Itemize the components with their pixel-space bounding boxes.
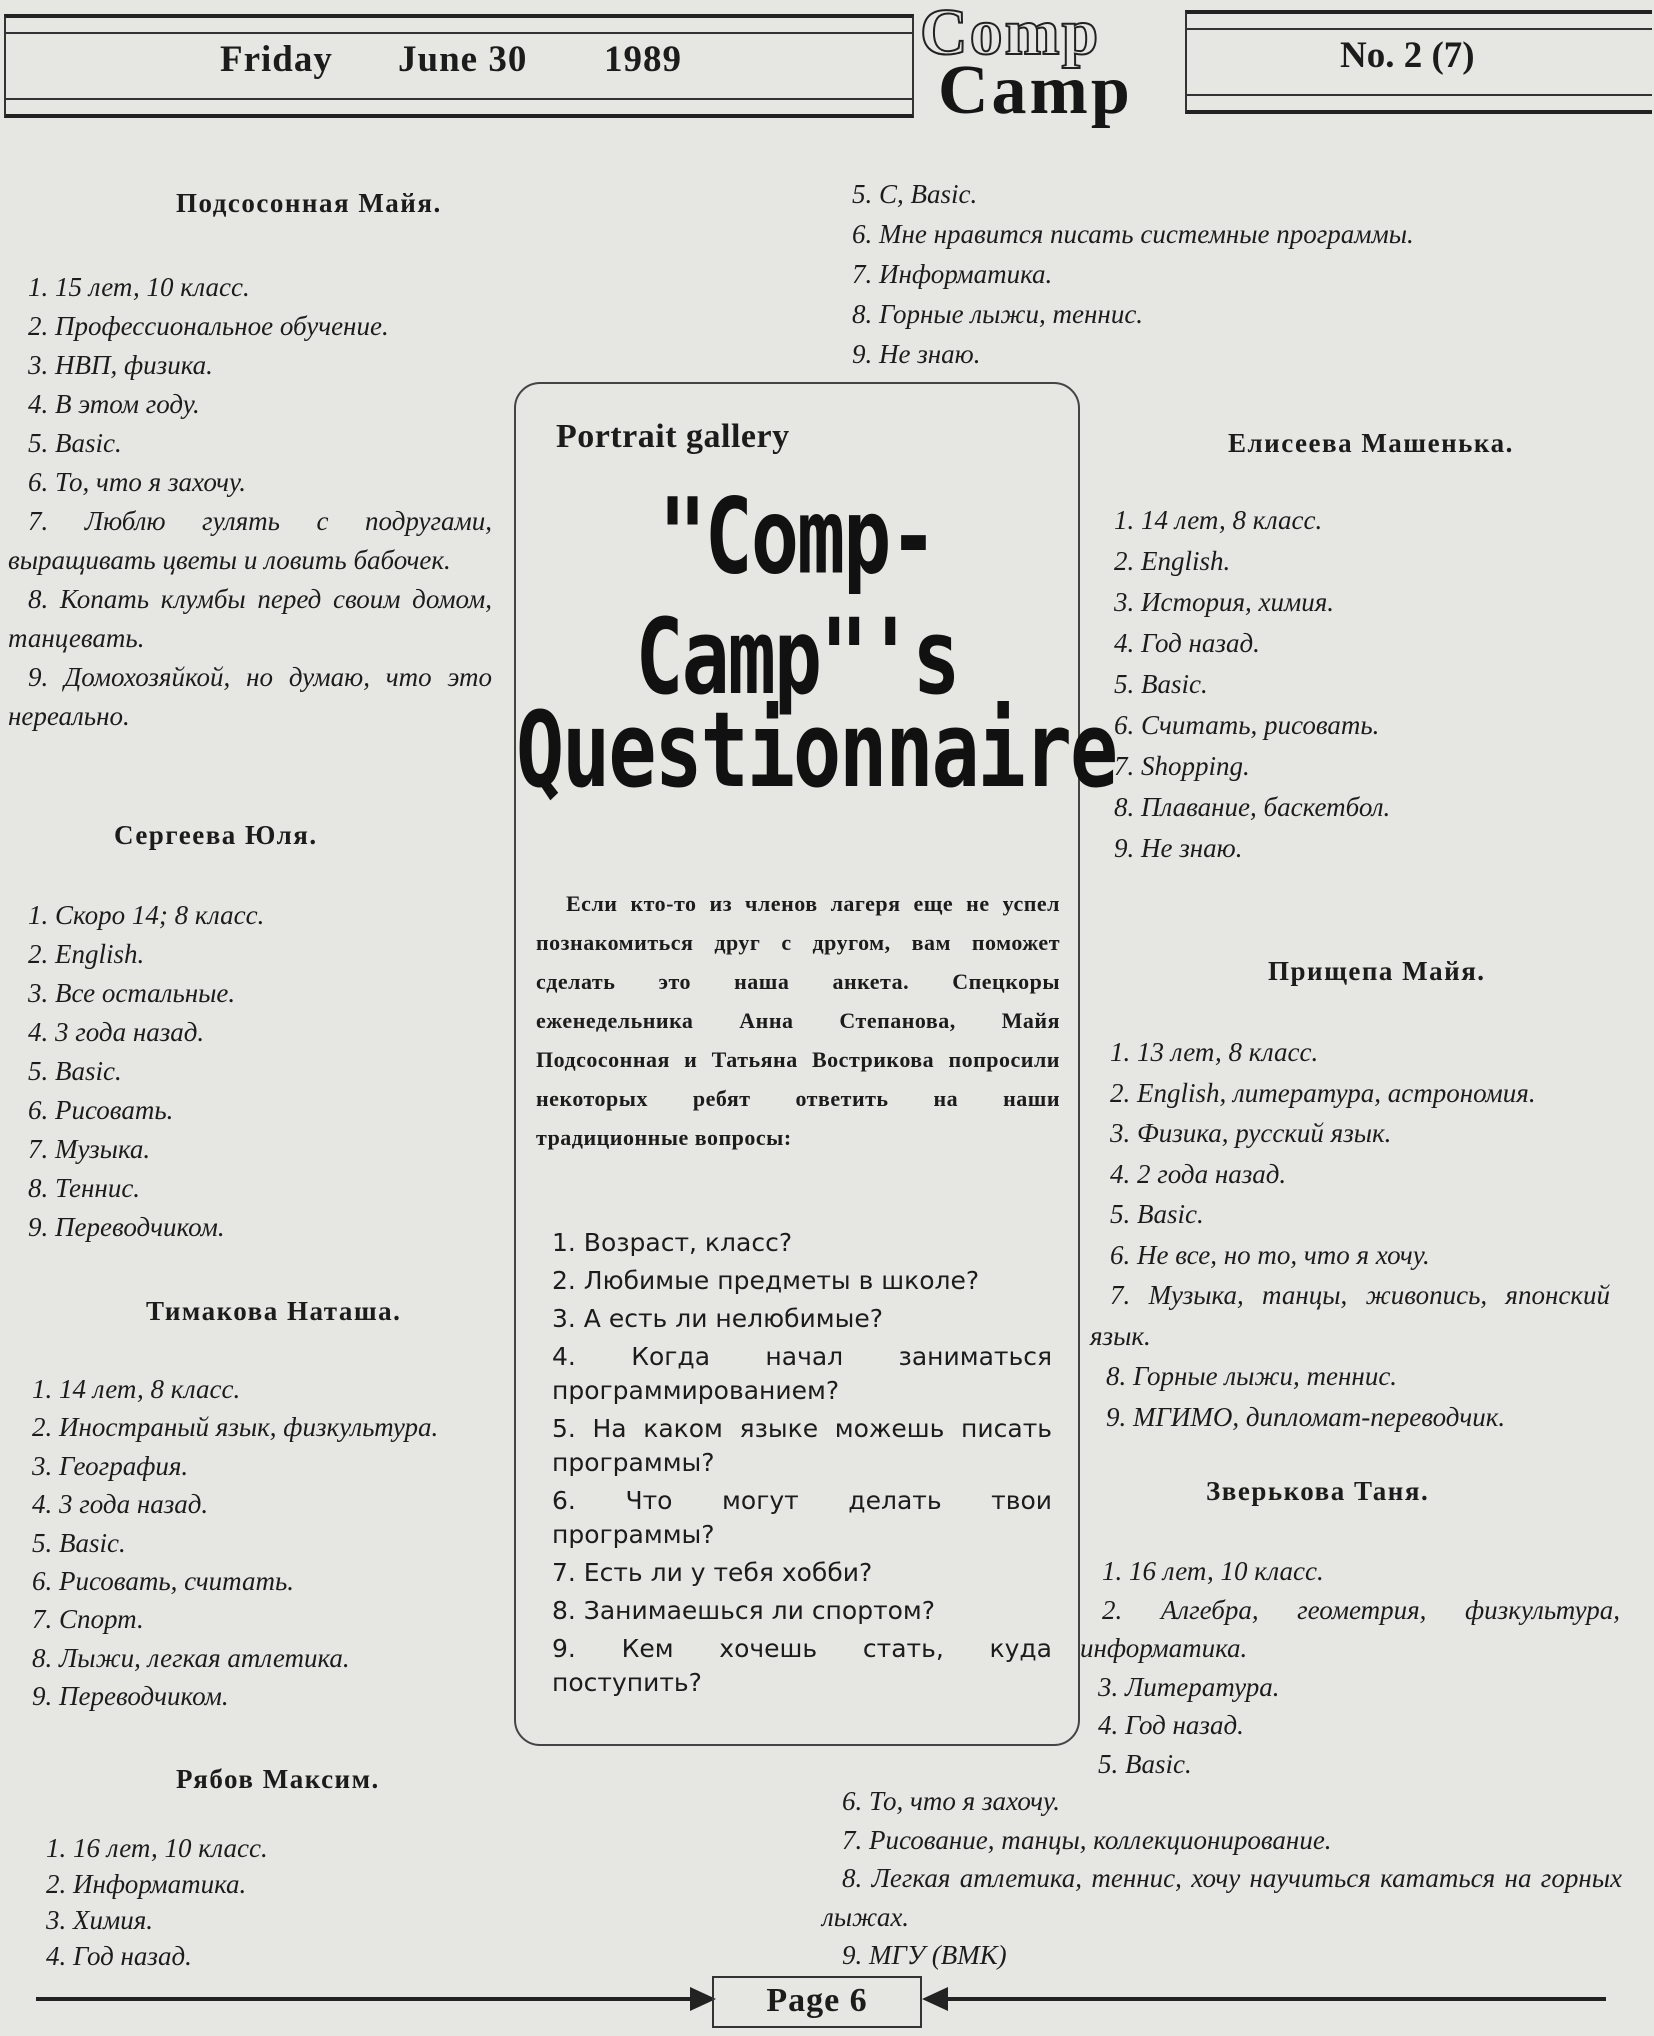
masthead-day: Friday xyxy=(220,39,333,80)
answer-item: 4. 3 года назад. xyxy=(32,1489,209,1520)
answer-item: 6. То, что я захочу. xyxy=(842,1786,1061,1816)
answer-item: 9. Не знаю. xyxy=(852,339,981,369)
answer-item: 8. Лыжи, легкая атлетика. xyxy=(32,1642,350,1673)
answer-item: 5. C, Basic. xyxy=(852,179,978,209)
answer-item: 5. Basic. xyxy=(1114,669,1208,699)
answer-item: 3. Физика, русский язык. xyxy=(1110,1118,1392,1148)
answer-item: 7. Люблю гулять с подругами, выращивать цветы и ловить бабочек. xyxy=(8,506,492,575)
answer-item: 7. Shopping. xyxy=(1114,751,1250,781)
answer-item: 6. То, что я захочу. xyxy=(28,467,247,497)
logo-comp-text: Comp xyxy=(920,0,1101,69)
person-name: Сергеева Юля. xyxy=(114,820,318,850)
answer-item: 8. Копать клумбы перед своим домом, танцевать. xyxy=(8,584,492,653)
answer-list xyxy=(822,1782,1622,1975)
page-number: Page 6 xyxy=(712,1976,922,2028)
answer-item: 9. МГИМО, дипломат-переводчик. xyxy=(1106,1401,1506,1432)
answer-item: 2. Иностраный язык, физкультура. xyxy=(32,1412,439,1443)
question-item: 7. Есть ли у тебя хобби? xyxy=(552,1558,873,1587)
answer-item: 5. Basic. xyxy=(28,1056,122,1086)
question-item: 6. Что могут делать твои программы? xyxy=(552,1486,1052,1549)
answer-list xyxy=(46,1830,496,1974)
logo-camp-text: Camp xyxy=(938,52,1133,129)
answer-item: 1. 14 лет, 8 класс. xyxy=(32,1374,241,1404)
question-item: 1. Возраст, класс? xyxy=(552,1228,793,1257)
answer-item: 2. Профессиональное обучение. xyxy=(28,311,389,341)
answer-item: 3. НВП, физика. xyxy=(28,350,213,380)
person-name: Тимакова Наташа. xyxy=(146,1296,402,1326)
masthead-year: 1989 xyxy=(604,39,682,80)
answer-item: 8. Горные лыжи, теннис. xyxy=(1106,1361,1398,1391)
answer-item: 3. Литература. xyxy=(1098,1671,1280,1702)
answer-item: 1. 16 лет, 10 класс. xyxy=(46,1833,268,1863)
answer-item: 4. Год назад. xyxy=(1098,1710,1244,1740)
answer-list xyxy=(28,896,488,1247)
question-item: 8. Занимаешься ли спортом? xyxy=(552,1596,936,1625)
question-item: 9. Кем хочешь стать, куда поступить? xyxy=(552,1634,1052,1697)
answer-item: 5. Basic. xyxy=(1110,1199,1204,1229)
portrait-gallery-box xyxy=(514,382,1117,1746)
answer-item: 2. English. xyxy=(1114,546,1231,576)
issue-number: No. 2 (7) xyxy=(1340,35,1475,76)
answer-item: 3. Химия. xyxy=(46,1905,154,1935)
question-item: 2. Любимые предметы в школе? xyxy=(552,1266,980,1295)
answer-item: 4. 3 года назад. xyxy=(28,1017,205,1047)
answer-item: 6. Рисовать, считать. xyxy=(32,1566,294,1597)
answer-item: 8. Плавание, баскетбол. xyxy=(1114,792,1391,822)
answer-item: 5. Basic. xyxy=(1098,1748,1192,1779)
person-name: Прищепа Майя. xyxy=(1268,956,1486,986)
masthead-date: June 30 xyxy=(398,39,528,80)
person-name: Подсосонная Майя. xyxy=(176,188,442,218)
answer-list xyxy=(32,1370,502,1716)
answer-item: 4. 2 года назад. xyxy=(1110,1158,1287,1189)
answer-item: 6. Рисовать. xyxy=(28,1095,174,1125)
answer-item: 9. Переводчиком. xyxy=(28,1212,225,1242)
answer-item: 6. Мне нравится писать системные программы. xyxy=(852,219,1414,249)
answer-item: 7. Информатика. xyxy=(852,259,1053,289)
answer-item: 1. 13 лет, 8 класс. xyxy=(1110,1037,1319,1067)
person-name: Елисеева Машенька. xyxy=(1228,428,1514,458)
answer-item: 6. Считать, рисовать. xyxy=(1114,710,1380,740)
answer-item: 1. Скоро 14; 8 класс. xyxy=(28,900,265,930)
answer-item: 9. Не знаю. xyxy=(1114,833,1243,863)
answer-item: 1. 15 лет, 10 класс. xyxy=(28,272,250,302)
answer-list xyxy=(8,268,492,736)
answer-item: 5. Basic. xyxy=(28,428,122,458)
answer-item: 7. Рисование, танцы, коллекционирование. xyxy=(842,1824,1332,1855)
answer-list xyxy=(1090,1032,1610,1437)
answer-item: 1. 14 лет, 8 класс. xyxy=(1114,505,1323,535)
answer-item: 2. English, литература, астрономия. xyxy=(1110,1077,1536,1108)
answer-item: 9. Переводчиком. xyxy=(32,1681,229,1712)
answer-item: 4. Год назад. xyxy=(1114,628,1260,658)
answer-item: 8. Теннис. xyxy=(28,1173,141,1203)
person-name: Зверькова Таня. xyxy=(1206,1476,1430,1506)
answer-item: 3. История, химия. xyxy=(1114,587,1335,617)
answer-item: 2. English. xyxy=(28,939,145,969)
answer-list xyxy=(1114,500,1634,869)
gallery-title-line2: Questionnaire xyxy=(516,690,1117,811)
answer-item: 9. Домохозяйкой, но думаю, что это нереально. xyxy=(8,662,492,731)
footer-rule-right xyxy=(940,1997,1606,2001)
question-item: 3. А есть ли нелюбимые? xyxy=(552,1304,884,1333)
person-name: Рябов Максим. xyxy=(176,1764,380,1794)
answer-item: 3. География. xyxy=(32,1450,189,1481)
answer-item: 4. В этом году. xyxy=(28,389,200,419)
question-list xyxy=(552,1226,1052,1704)
footer-rule-left xyxy=(36,1997,696,2001)
answer-item: 5. Basic. xyxy=(32,1527,126,1558)
answer-item: 6. Не все, но то, что я хочу. xyxy=(1110,1239,1430,1270)
answer-item: 7. Спорт. xyxy=(32,1604,144,1635)
answer-item: 3. Все остальные. xyxy=(28,978,236,1008)
answer-item: 7. Музыка, танцы, живопись, японский язык. xyxy=(1090,1280,1610,1351)
answer-item: 2. Алгебра, геометрия, физкультура, информатика. xyxy=(1080,1594,1620,1663)
gallery-label: Portrait gallery xyxy=(556,418,790,455)
answer-item: 2. Информатика. xyxy=(46,1869,247,1899)
answer-list xyxy=(852,174,1572,374)
answer-item: 7. Музыка. xyxy=(28,1134,151,1164)
question-item: 5. На каком языке можешь писать программы? xyxy=(552,1414,1052,1477)
answer-list xyxy=(1080,1552,1620,1783)
answer-item: 1. 16 лет, 10 класс. xyxy=(1102,1556,1324,1586)
gallery-title-line1: "Comp-Camp"'s xyxy=(635,476,959,718)
answer-item: 8. Легкая атлетика, теннис, хочу научиться кататься на горных лыжах. xyxy=(822,1863,1622,1932)
answer-item: 8. Горные лыжи, теннис. xyxy=(852,299,1144,329)
answer-item: 4. Год назад. xyxy=(46,1941,192,1971)
question-item: 4. Когда начал заниматься программированием? xyxy=(552,1342,1052,1405)
answer-item: 9. МГУ (ВМК) xyxy=(842,1940,1007,1970)
gallery-intro: Если кто-то из членов лагеря еще не успел познакомиться друг с другом, вам поможет сделать это наша анкета. Спецкоры еженедельника Анна Степанова, Майя Подсосонная и Татьяна Вострикова попросили некоторых ребят ответить на наши традиционные вопросы: xyxy=(536,891,1060,1150)
